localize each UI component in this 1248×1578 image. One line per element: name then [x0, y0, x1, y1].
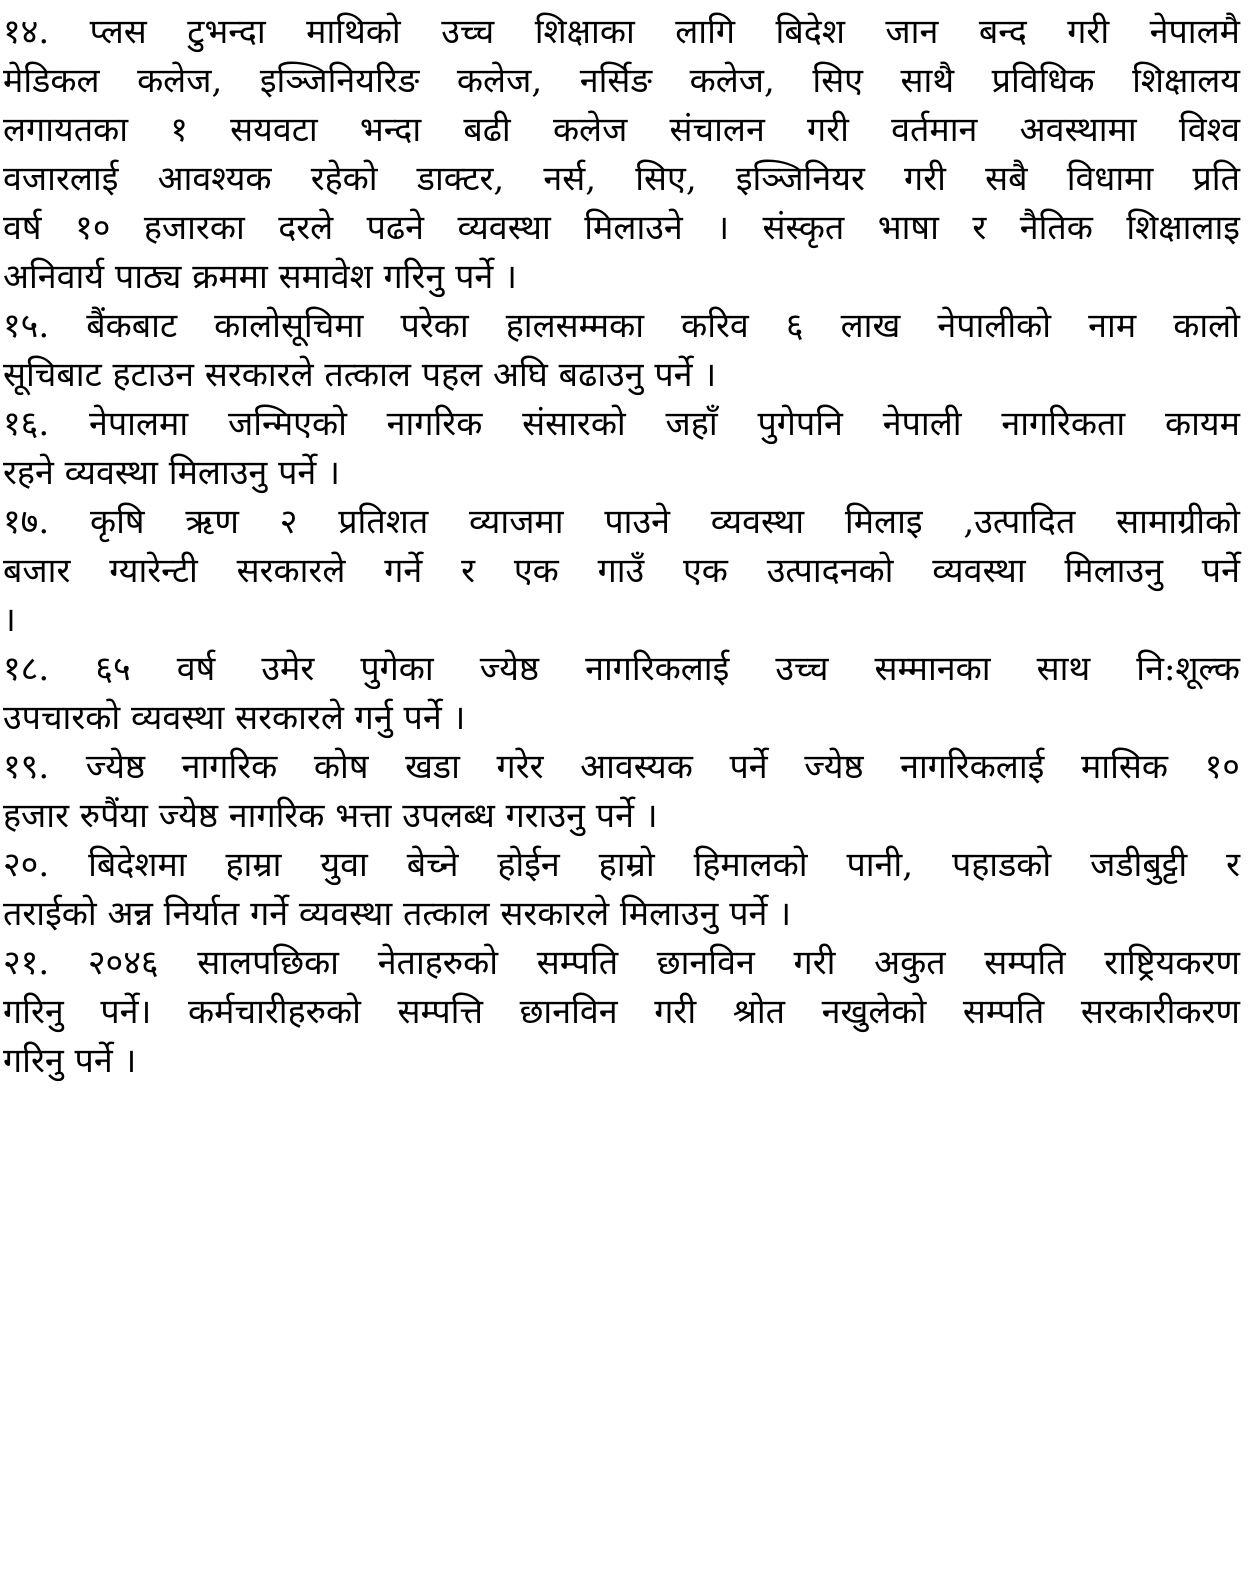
- list-item-20: [3, 841, 1240, 939]
- list-item-21: [3, 939, 1240, 1086]
- text-line: ।: [3, 600, 16, 640]
- text-line: १९. ज्येष्ठ नागरिक कोष खडा गरेर आवस्यक पर्ने ज्येष्ठ नागरिकलाई मासिक १०: [3, 747, 1240, 787]
- text-line: १८. ६५ वर्ष उमेर पुगेका ज्येष्ठ नागरिकलाई उच्च सम्मानका साथ नि:शूल्क: [3, 649, 1240, 689]
- text-line: तराईको अन्न निर्यात गर्ने व्यवस्था तत्काल सरकारले मिलाउनु पर्ने ।: [3, 894, 792, 934]
- list-item-19: [3, 743, 1240, 841]
- list-item-17: [3, 498, 1240, 645]
- text-line: बजार ग्यारेन्टी सरकारले गर्ने र एक गाउँ एक उत्पादनको व्यवस्था मिलाउनु पर्ने: [3, 551, 1240, 591]
- text-line: वर्ष १० हजारका दरले पढने व्यवस्था मिलाउने । संस्कृत भाषा र नैतिक शिक्षालाइ: [3, 208, 1240, 248]
- text-line: हजार रुपैंया ज्येष्ठ नागरिक भत्ता उपलब्ध गराउनु पर्ने ।: [3, 796, 658, 836]
- text-line: १६. नेपालमा जन्मिएको नागरिक संसारको जहाँ पुगेपनि नेपाली नागरिकता कायम: [3, 404, 1240, 444]
- text-line: लगायतका १ सयवटा भन्दा बढी कलेज संचालन गरी वर्तमान अवस्थामा विश्व: [3, 110, 1240, 150]
- text-line: २१. २०४६ सालपछिका नेताहरुको सम्पति छानविन गरी अकुत सम्पति राष्ट्रियकरण: [3, 943, 1240, 983]
- text-line: गरिनु पर्ने। कर्मचारीहरुको सम्पत्ति छानविन गरी श्रोत नखुलेको सम्पति सरकारीकरण: [3, 992, 1240, 1032]
- text-line: वजारलाई आवश्यक रहेको डाक्टर, नर्स, सिए, इञ्जिनियर गरी सबै विधामा प्रति: [3, 159, 1240, 199]
- text-line: १४. प्लस टुभन्दा माथिको उच्च शिक्षाका लागि बिदेश जान बन्द गरी नेपालमै: [3, 12, 1240, 52]
- list-item-16: [3, 400, 1240, 498]
- list-item-14: [3, 8, 1240, 302]
- list-item-15: [3, 302, 1240, 400]
- text-line: गरिनु पर्ने ।: [3, 1041, 137, 1081]
- text-line: मेडिकल कलेज, इञ्जिनियरिङ कलेज, नर्सिङ कलेज, सिए साथै प्रविधिक शिक्षालय: [3, 61, 1240, 101]
- document-body: [3, 8, 1240, 1086]
- list-item-18: [3, 645, 1240, 743]
- text-line: १५. बैंकबाट कालोसूचिमा परेका हालसम्मका करिव ६ लाख नेपालीको नाम कालो: [3, 306, 1240, 346]
- text-line: उपचारको व्यवस्था सरकारले गर्नु पर्ने ।: [3, 698, 466, 738]
- text-line: २०. बिदेशमा हाम्रा युवा बेच्ने होईन हाम्रो हिमालको पानी, पहाडको जडीबुट्टी र: [3, 845, 1240, 885]
- text-line: सूचिबाट हटाउन सरकारले तत्काल पहल अघि बढाउनु पर्ने ।: [3, 355, 717, 395]
- text-line: रहने व्यवस्था मिलाउनु पर्ने ।: [3, 453, 340, 493]
- text-line: अनिवार्य पाठ्य क्रममा समावेश गरिनु पर्ने ।: [3, 257, 517, 297]
- text-line: १७. कृषि ऋण २ प्रतिशत व्याजमा पाउने व्यवस्था मिलाइ ,उत्पादित सामाग्रीको: [3, 502, 1240, 542]
